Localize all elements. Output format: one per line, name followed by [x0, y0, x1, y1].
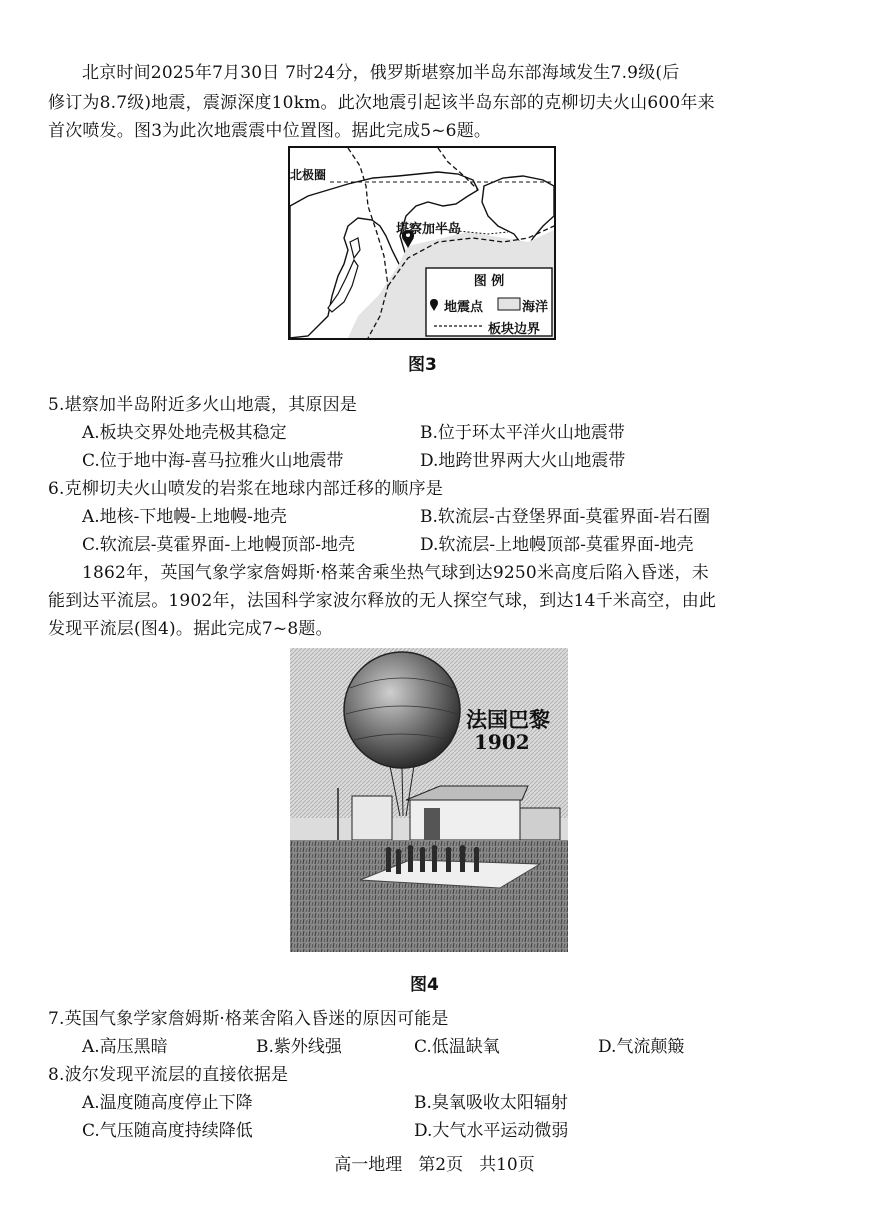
q8-option-b: B.臭氧吸收太阳辐射	[414, 1093, 568, 1113]
q6-option-b: B.软流层-古登堡界面-莫霍界面-岩石圈	[420, 507, 711, 527]
q7-option-b: B.紫外线强	[256, 1037, 342, 1057]
passage1-line2: 修订为8.7级)地震，震源深度10km。此次地震引起该半岛东部的克柳切夫火山600年来	[48, 93, 715, 113]
q6-option-c: C.软流层-莫霍界面-上地幔顶部-地壳	[82, 535, 356, 555]
passage1-line3: 首次喷发。图3为此次地震震中位置图。据此完成5~6题。	[48, 121, 492, 141]
figure4-caption: 图4	[410, 975, 439, 995]
q7-option-a: A.高压黑暗	[82, 1037, 168, 1057]
arctic-circle-label: 北极圈	[290, 168, 327, 182]
balloon-engraving-svg	[290, 648, 568, 952]
building-left	[352, 796, 392, 840]
peninsula-label: 堪察加半岛	[396, 222, 462, 237]
q5-option-c: C.位于地中海-喜马拉雅火山地震带	[82, 451, 344, 471]
q6-option-a: A.地核-下地幔-上地幔-地壳	[82, 507, 287, 527]
figure3-map-svg	[288, 146, 556, 340]
page-footer	[0, 1150, 869, 1175]
figure3-map	[288, 146, 556, 340]
q5-option-b: B.位于环太平洋火山地震带	[420, 423, 625, 443]
q5-stem: 5.堪察加半岛附近多火山地震，其原因是	[48, 395, 358, 415]
q6-option-d: D.软流层-上地幔顶部-莫霍界面-地壳	[420, 535, 694, 555]
passage2-line1: 1862年，英国气象学家詹姆斯·格莱舍乘坐热气球到达9250米高度后陷入昏迷，未	[82, 563, 709, 583]
q7-option-d: D.气流颠簸	[598, 1037, 685, 1057]
figure3-caption: 图3	[408, 355, 437, 375]
legend-quake-label: 地震点	[444, 300, 484, 315]
figure4-place-label: 法国巴黎	[466, 707, 550, 732]
q8-option-d: D.大气水平运动微弱	[414, 1121, 569, 1141]
q6-stem: 6.克柳切夫火山喷发的岩浆在地球内部迁移的顺序是	[48, 479, 444, 499]
passage2-line3: 发现平流层(图4)。据此完成7~8题。	[48, 619, 333, 639]
q8-stem: 8.波尔发现平流层的直接依据是	[48, 1065, 289, 1085]
q5-option-d: D.地跨世界两大火山地震带	[420, 451, 626, 471]
q7-option-c: C.低温缺氧	[414, 1037, 500, 1057]
footer-subject: 高一地理	[334, 1155, 403, 1175]
legend-boundary-label: 板块边界	[488, 322, 541, 337]
legend-ocean-label: 海洋	[522, 300, 549, 315]
figure4-year-label: 1902	[474, 730, 530, 754]
q8-option-a: A.温度随高度停止下降	[82, 1093, 253, 1113]
figure4-image	[290, 648, 568, 952]
grass-field	[290, 840, 568, 952]
legend-ocean-swatch	[498, 298, 520, 310]
q7-stem: 7.英国气象学家詹姆斯·格莱舍陷入昏迷的原因可能是	[48, 1009, 449, 1029]
q8-option-c: C.气压随高度持续降低	[82, 1121, 253, 1141]
passage2-line2: 能到达平流层。1902年，法国科学家波尔释放的无人探空气球，到达14千米高空，由此	[48, 591, 717, 611]
legend-title: 图 例	[473, 274, 505, 289]
footer-total: 共10页	[479, 1155, 535, 1175]
passage1-line1: 北京时间2025年7月30日 7时24分，俄罗斯堪察加半岛东部海域发生7.9级(后	[82, 63, 680, 83]
footer-page: 第2页	[418, 1155, 464, 1175]
q5-option-a: A.板块交界处地壳极其稳定	[82, 423, 287, 443]
